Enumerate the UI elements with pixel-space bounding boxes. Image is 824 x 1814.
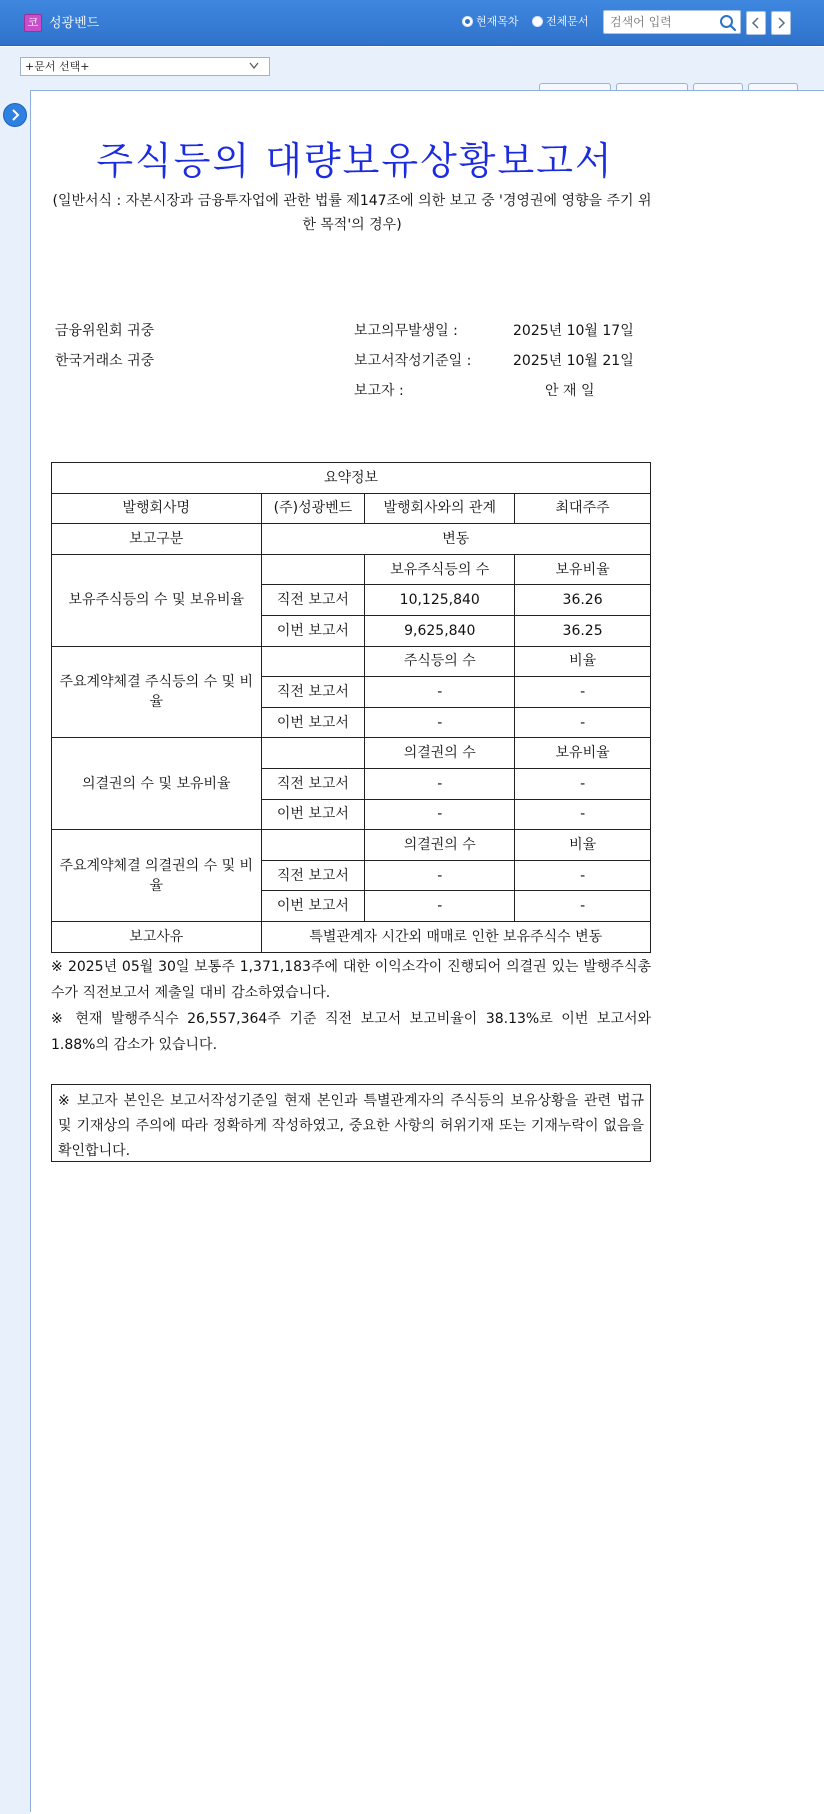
section1-prev-ratio: 36.26 (515, 585, 651, 616)
table-row (52, 646, 651, 677)
top-header (0, 0, 824, 46)
reporter-label: 보고자 : (354, 383, 404, 399)
search-next-button[interactable] (771, 11, 791, 35)
section1-col1: 보유주식등의 수 (365, 554, 515, 585)
prev-report-label: 직전 보고서 (261, 677, 365, 708)
dash-cell: - (515, 799, 651, 830)
note-2: ※ 현재 발행주식수 26,557,364주 기준 직전 보고서 보고비율이 38.13%로 이번 보고서와 1.88%의 감소가 있습니다. (51, 1011, 651, 1053)
section1-label: 보유주식등의 수 및 보유비율 (52, 554, 262, 646)
dash-cell: - (365, 799, 515, 830)
company-logo-icon: 코 (24, 14, 42, 32)
section4-col1: 의결권의 수 (365, 830, 515, 861)
search-prev-button[interactable] (746, 11, 766, 35)
prev-report-label: 직전 보고서 (261, 768, 365, 799)
blank-cell (261, 738, 365, 769)
report-title: 주식등의 대량보유상황보고서 (96, 139, 614, 183)
dash-cell: - (515, 891, 651, 922)
table-row (52, 524, 651, 555)
section3-col1: 의결권의 수 (365, 738, 515, 769)
search-box[interactable] (603, 10, 741, 34)
blank-cell (261, 554, 365, 585)
document-select[interactable] (20, 57, 270, 76)
section1-col2: 보유비율 (515, 554, 651, 585)
blank-cell (261, 646, 365, 677)
search-input[interactable] (610, 13, 714, 31)
section2-col1: 주식등의 수 (365, 646, 515, 677)
recipient-krx: 한국거래소 귀중 (55, 353, 155, 369)
basis-date-value: 2025년 10월 21일 (513, 353, 634, 369)
section1-this-count: 9,625,840 (365, 615, 515, 646)
section1-prev-count: 10,125,840 (365, 585, 515, 616)
prev-report-label: 직전 보고서 (261, 585, 365, 616)
obligation-date-label: 보고의무발생일 : (354, 323, 458, 339)
dash-cell: - (365, 768, 515, 799)
table-row (52, 921, 651, 952)
table-row (52, 493, 651, 524)
dash-cell: - (515, 677, 651, 708)
obligation-date-value: 2025년 10월 17일 (513, 323, 634, 339)
summary-title: 요약정보 (52, 463, 651, 494)
company-name: 성광벤드 (49, 16, 100, 31)
chevron-left-icon (751, 17, 761, 29)
section1-this-ratio: 36.25 (515, 615, 651, 646)
dash-cell: - (515, 860, 651, 891)
radio-checked-icon[interactable] (462, 16, 473, 27)
radio-all-label: 전체문서 (546, 15, 589, 28)
table-row (52, 738, 651, 769)
issuer-label: 발행회사명 (52, 493, 262, 524)
section3-label: 의결권의 수 및 보유비율 (52, 738, 262, 830)
dash-cell: - (365, 860, 515, 891)
section2-label: 주요계약체결 주식등의 수 및 비율 (52, 646, 262, 738)
dash-cell: - (365, 677, 515, 708)
radio-all-docs[interactable] (532, 13, 589, 29)
section4-col2: 비율 (515, 830, 651, 861)
search-icon[interactable] (718, 13, 738, 33)
chevron-right-icon (4, 104, 26, 126)
table-row (52, 830, 651, 861)
note-1: ※ 2025년 05월 30일 보통주 1,371,183주에 대한 이익소각이 진행되어 의결권 있는 발행주식총수가 직전보고서 제출일 대비 감소하였습니다. (51, 959, 651, 1001)
report-subtitle: (일반서식 : 자본시장과 금융투자업에 관한 법률 제147조에 의한 보고 중 '경영권에 영향을 주기 위한 목적'의 경우) (52, 193, 652, 233)
relation-value: 최대주주 (515, 493, 651, 524)
this-report-label: 이번 보고서 (261, 615, 365, 646)
report-type-value: 변동 (261, 524, 650, 555)
chevron-down-icon (249, 62, 259, 70)
reason-label: 보고사유 (52, 921, 262, 952)
table-row (52, 463, 651, 494)
dash-cell: - (365, 891, 515, 922)
radio-current-toc[interactable] (462, 13, 519, 29)
section4-label: 주요계약체결 의결권의 수 및 비율 (52, 830, 262, 922)
this-report-label: 이번 보고서 (261, 891, 365, 922)
basis-date-label: 보고서작성기준일 : (354, 353, 472, 369)
blank-cell (261, 830, 365, 861)
section2-col2: 비율 (515, 646, 651, 677)
document-select-value: +문서 선택+ (25, 60, 90, 73)
expand-sidebar-button[interactable] (3, 103, 27, 127)
section3-col2: 보유비율 (515, 738, 651, 769)
this-report-label: 이번 보고서 (261, 799, 365, 830)
left-rail (0, 90, 30, 1814)
reporter-name: 안 재 일 (545, 383, 595, 399)
report-type-label: 보고구분 (52, 524, 262, 555)
table-row (52, 554, 651, 585)
recipient-fsc: 금융위원회 귀중 (55, 323, 155, 339)
dash-cell: - (515, 768, 651, 799)
dash-cell: - (365, 707, 515, 738)
declaration-box: ※ 보고자 본인은 보고서작성기준일 현재 본인과 특별관계자의 주식등의 보유상황을 관련 법규 및 기재상의 주의에 따라 정확하게 작성하였고, 중요한 사항의 허위기재 또는 기재누락이 없음을 확인합니다. (51, 1084, 651, 1162)
chevron-right-icon (776, 17, 786, 29)
summary-table (51, 462, 651, 953)
radio-unchecked-icon[interactable] (532, 16, 543, 27)
dash-cell: - (515, 707, 651, 738)
this-report-label: 이번 보고서 (261, 707, 365, 738)
radio-current-label: 현재목차 (476, 15, 519, 28)
relation-label: 발행회사와의 관계 (365, 493, 515, 524)
reason-value: 특별관계자 시간외 매매로 인한 보유주식수 변동 (261, 921, 650, 952)
issuer-value: (주)성광벤드 (261, 493, 365, 524)
prev-report-label: 직전 보고서 (261, 860, 365, 891)
